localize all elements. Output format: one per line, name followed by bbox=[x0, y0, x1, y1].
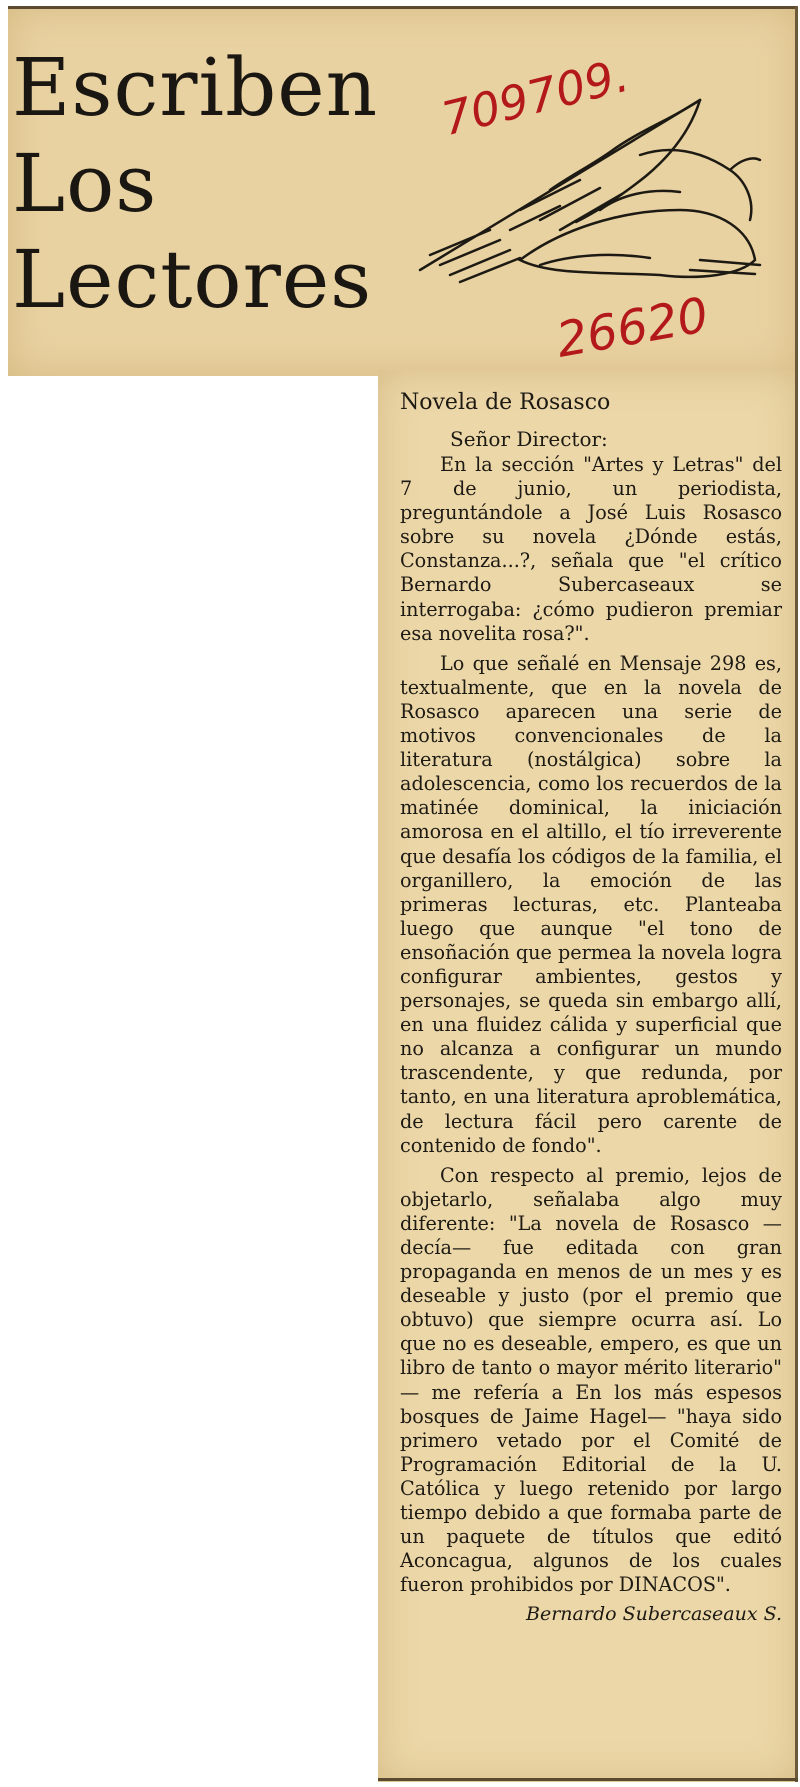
headline-line: Los bbox=[12, 137, 158, 230]
clipping-edge bbox=[8, 6, 798, 9]
clipping-edge bbox=[795, 6, 798, 1782]
article-paragraph: Con respecto al premio, lejos de objetarlo, señalaba algo muy diferente: "La novela de Rosasco — decía— fue editada con gran propaganda en menos de un mes y es deseable y justo (por el premio que obtuvo) que siempre ocurra así. Lo que no es deseable, empero, es que un libro de tanto o mayor mérito literario" — me refería a En los más espesos bosques de Jaime Hagel— "haya sido primero vetado por el Comité de Programación Editorial de la U. Católica y luego retenido por largo tiempo debido a que formaba parte de un paquete de títulos que editó Aconcagua, algunos de los cuales fueron prohibidos por DINACOS". bbox=[400, 1163, 782, 1597]
section-headline bbox=[12, 40, 382, 328]
handwritten-annotation: 709709. bbox=[436, 47, 634, 147]
headline-line: Escriben bbox=[12, 41, 379, 134]
headline-line: Lectores bbox=[12, 233, 373, 326]
salutation: Señor Director: bbox=[450, 427, 608, 451]
handwritten-annotation: 26620 bbox=[552, 287, 713, 369]
article-paragraph: En la sección "Artes y Letras" del 7 de junio, un periodista, preguntándole a José Luis Rosasco sobre su novela ¿Dónde estás, Constanza...?, señala que "el crítico Bernardo Subercaseaux se interrogaba: ¿cómo pudieron premiar esa novelita rosa?". bbox=[400, 453, 782, 645]
clipping-edge bbox=[378, 1778, 798, 1781]
article-paragraph: Lo que señalé en Mensaje 298 es, textualmente, que en la novela de Rosasco aparecen una serie de motivos convencionales de la literatura (nostálgica) sobre la adolescencia, como los recuerdos de la matinée dominical, la iniciación amorosa en el altillo, el tío irreverente que desafía los códigos de la familia, el organillero, la emoción de las primeras lecturas, etc. Planteaba luego que aunque "el tono de ensoñación que permea la novela logra configurar ambientes, gestos y personajes, se queda sin embargo allí, en una fluidez cálida y superficial que no alcanza a configurar un mundo trascendente, y que redunda, por tanto, en una literatura aproblemática, de lectura fácil pero carente de contenido de fondo". bbox=[400, 651, 782, 1157]
signature: Bernardo Subercaseaux S. bbox=[526, 1603, 782, 1626]
letter-article bbox=[400, 390, 782, 1625]
article-title: Novela de Rosasco bbox=[400, 390, 611, 415]
